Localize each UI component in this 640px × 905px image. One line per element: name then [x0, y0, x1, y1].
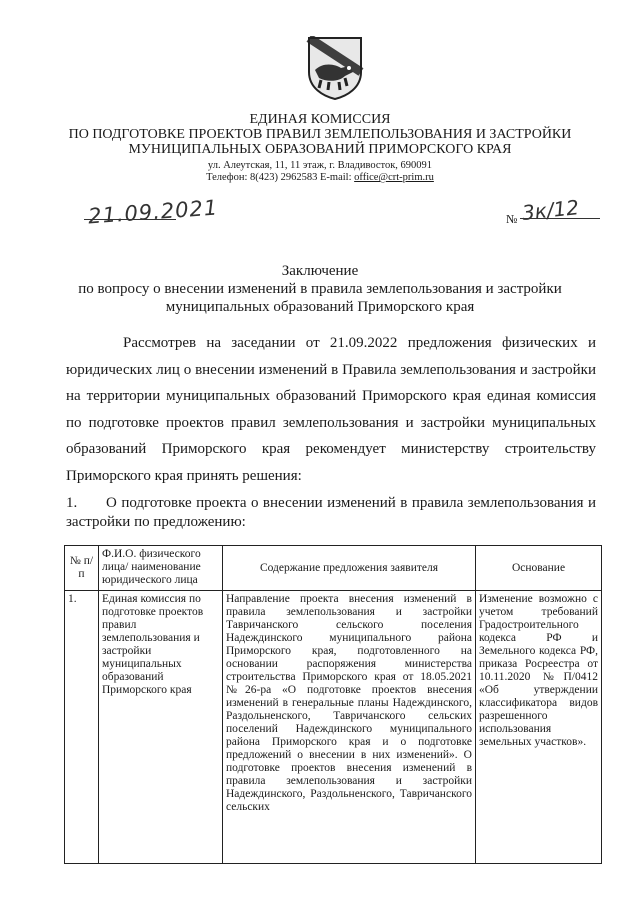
handwritten-date: 21.09.2021 [87, 195, 219, 229]
table-header-row [65, 546, 602, 591]
header-line-2: ПО ПОДГОТОВКЕ ПРОЕКТОВ ПРАВИЛ ЗЕМЛЕПОЛЬЗОВАНИЯ И ЗАСТРОЙКИ [68, 127, 572, 142]
row1-num: 1. [65, 591, 99, 864]
body-paragraph: Рассмотрев на заседании от 21.09.2022 предложения физических и юридических лиц о внесении изменений в Правила землепользования и застройки на территории муниципальных образований Приморского края единая комиссия по подготовке проектов правил землепользования и застройки муниципальных образований Приморского края рекомендует министерству строительству Приморского края принять решения: [66, 335, 596, 484]
table-row [65, 591, 602, 864]
header-line-3: МУНИЦИПАЛЬНЫХ ОБРАЗОВАНИЙ ПРИМОРСКОГО КРАЯ [128, 142, 512, 157]
phone-text: Телефон: 8(423) 2962583 E-mail: [206, 172, 352, 183]
item-1-text: О подготовке проекта о внесении изменений в правила землепользования и застройки по предложению: [66, 495, 596, 530]
header-num: № п/п [65, 546, 99, 591]
document-title: Заключение [281, 263, 359, 279]
proposals-table [64, 545, 602, 864]
item-1-number: 1. [66, 495, 78, 511]
row1-basis: Изменение возможно с учетом требований Градостроительного кодекса РФ и Земельного кодекса РФ, приказа Росреестра от 10.11.2020 №П/0412 «Об утверждении классификатора видов разрешенного использования земельных участков». [476, 591, 602, 864]
row1-content: Направление проекта внесения изменений в правила землепользования и застройки Тавричанского сельского поселения Надеждинского муниципального района Приморского края, подготовленного на основании распоряжения министерства строительства Приморского края от 18.05.2021 №26-ра «О подготовке проектов внесения изменений в генеральные планы Надеждинского, Раздольненского, Тавричанского сельских поселений Надеждинского муниципального района Приморского края и о подготовке предложений о внесении в них изменений». О подготовке проектов внесения изменений в правила землепользования и застройки Надеждинского, Раздольненского, Тавричанского сельских [223, 591, 476, 864]
document-subtitle-line-1: по вопросу о внесении изменений в правила землепользования и застройки [78, 281, 562, 297]
contact-line [0, 172, 640, 184]
address-line: ул. Алеутская, 11, 11 этаж, г. Владивосток, 690091 [207, 160, 433, 171]
date-underline [84, 219, 176, 220]
coat-of-arms-emblem [305, 36, 365, 100]
header-name: Ф.И.О. физического лица/ наименование юридического лица [99, 546, 223, 591]
email-link[interactable]: office@crt-prim.ru [354, 172, 434, 183]
document-subtitle-line-2: муниципальных образований Приморского края [165, 299, 475, 315]
row1-name: Единая комиссия по подготовке проектов правил землепользования и застройки муниципальных образований Приморского края [99, 591, 223, 864]
header-content: Содержание предложения заявителя [223, 546, 476, 591]
header-basis: Основание [476, 546, 602, 591]
number-label: № [506, 212, 518, 226]
number-underline [520, 218, 600, 219]
commission-title [0, 112, 640, 157]
header-line-1: ЕДИНАЯ КОМИССИЯ [249, 112, 391, 127]
handwritten-number: 3к/12 [520, 195, 581, 225]
item-1 [66, 494, 596, 532]
